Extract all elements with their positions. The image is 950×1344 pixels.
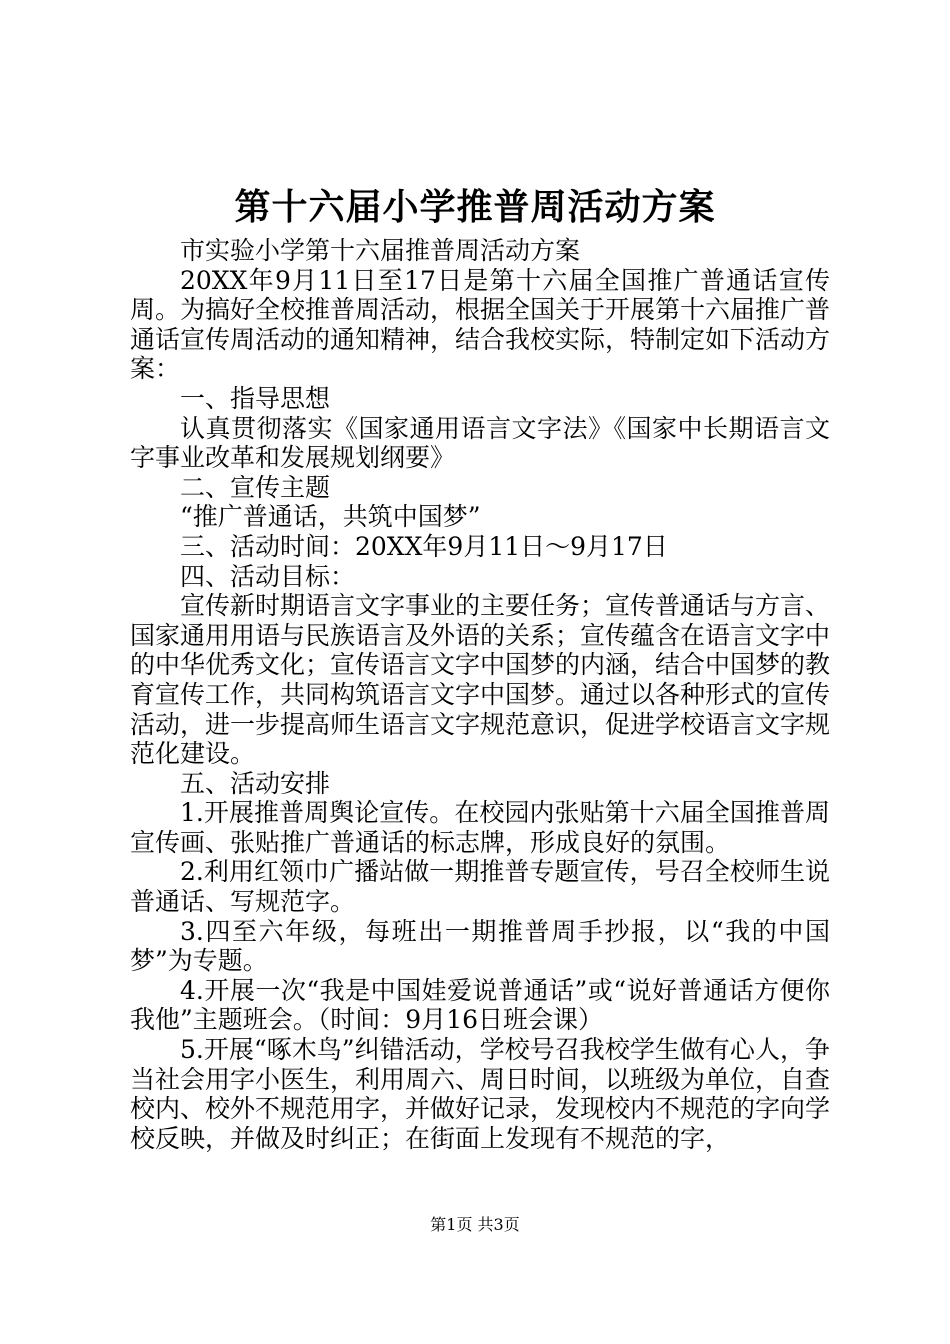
document-title: 第十六届小学推普周活动方案	[234, 186, 716, 228]
section-heading-theme: 二、宣传主题	[180, 472, 331, 502]
list-item: 5.开展“啄木鸟”纠错活动，学校号召我校学生做有心人，争当社会用字小医生，利用周六、周日时间，以班级为单位，自查校内、校外不规范用字，并做好记录，发现校内不规范的字向学校反映，并做及时纠正；在街面上发现有不规范的字，	[130, 1035, 831, 1153]
document-body	[130, 236, 830, 1153]
section-heading-guiding-ideology: 一、指导思想	[180, 383, 331, 413]
list-item: 4.开展一次“我是中国娃爱说普通话”或“说好普通话方便你我他”主题班会。（时间：9月16日班会课）	[130, 975, 830, 1035]
paragraph-intro: 20XX年9月11日至17日是第十六届全国推广普通话宣传周。为搞好全校推普周活动，根据全国关于开展第十六届推广普通话宣传周活动的通知精神，结合我校实际，特制定如下活动方案：	[130, 265, 831, 384]
section-heading-arrangements: 五、活动安排	[180, 768, 331, 798]
paragraph-guiding-ideology: 认真贯彻落实《国家通用语言文字法》《国家中长期语言文字事业改革和发展规划纲要》	[130, 413, 830, 473]
list-item: 1.开展推普周舆论宣传。在校园内张贴第十六届全国推普周宣传画、张贴推广普通话的标志牌，形成良好的氛围。	[130, 798, 830, 857]
paragraph-subtitle: 市实验小学第十六届推普周活动方案	[180, 236, 581, 265]
paragraph-theme: “推广普通话，共筑中国梦”	[180, 502, 481, 532]
list-item: 3.四至六年级，每班出一期推普周手抄报，以“我的中国梦”为专题。	[130, 916, 830, 976]
list-item: 2.利用红领巾广播站做一期推普专题宣传，号召全校师生说普通话、写规范字。	[130, 857, 830, 917]
section-heading-time: 三、活动时间：20XX年9月11日～9月17日	[180, 531, 668, 561]
section-heading-goals: 四、活动目标：	[180, 561, 356, 591]
page-footer: 第1页 共3页	[430, 1215, 520, 1234]
paragraph-goals: 宣传新时期语言文字事业的主要任务；宣传普通话与方言、国家通用用语与民族语言及外语的关系；宣传蕴含在语言文字中的中华优秀文化；宣传语言文字中国梦的内涵，结合中国梦的教育宣传工作，共同构筑语言文字中国梦。通过以各种形式的宣传活动，进一步提高师生语言文字规范意识，促进学校语言文字规范化建设。	[130, 591, 831, 769]
